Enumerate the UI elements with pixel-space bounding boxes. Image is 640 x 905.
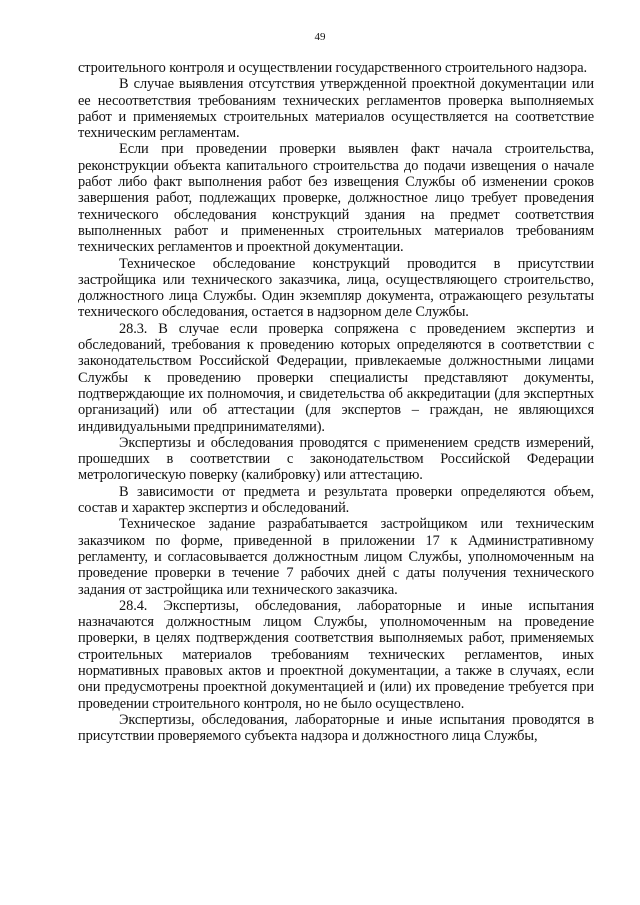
paragraph-10: Экспертизы, обследования, лабораторные и иные испытания проводятся в присутствии проверяемого субъекта надзора и должностного лица Службы, — [78, 711, 594, 745]
page-number: 49 — [314, 31, 326, 43]
paragraph-3: Если при проведении проверки выявлен факт начала строительства, реконструкции объекта капитального строительства до подачи извещения о начале работ либо факт выполнения работ без извещения Службы об изменении сроков завершения работ, подлежащих проверке, должностное лицо требует проведения технического обследования конструкций здания на предмет соответствия выполненных работ и примененных строительных материалов требованиям технических регламентов и проектной документации. — [78, 141, 594, 256]
paragraph-9: 28.4. Экспертизы, обследования, лабораторные и иные испытания назначаются должностным лицом Службы, уполномоченным на проведение проверки, в целях подтверждения соответствия выполняемых работ, применяемых строительных материалов требованиям технических регламентов, иных нормативных правовых актов и проектной документации, а также в случаях, если они предусмотрены проектной документацией и (или) их проведение требуется при проведении строительного контроля, но не было осуществлено. — [78, 597, 594, 712]
paragraph-8: Техническое задание разрабатывается застройщиком или техническим заказчиком по форме, приведенной в приложении 17 к Административному регламенту, и согласовывается должностным лицом Службы, уполномоченным на проведение проверки в течение 7 рабочих дней с даты получения технического задания от застройщика или технического заказчика. — [78, 516, 594, 598]
paragraph-4: Техническое обследование конструкций проводится в присутствии застройщика или технического заказчика, лица, осуществляющего строительство, должностного лица Службы. Один экземпляр документа, отражающего результаты технического обследования, остается в надзорном деле Службы. — [78, 255, 594, 321]
paragraph-6: Экспертизы и обследования проводятся с применением средств измерений, прошедших в соответствии с законодательством Российской Федерации метрологическую поверку (калибровку) или аттестацию. — [78, 434, 594, 484]
document-body — [78, 60, 594, 744]
paragraph-7: В зависимости от предмета и результата проверки определяются объем, состав и характер экспертиз и обследований. — [78, 483, 594, 517]
paragraph-5: 28.3. В случае если проверка сопряжена с проведением экспертиз и обследований, требования к проведению которых определяются в соответствии с законодательством Российской Федерации, привлекаемые должностными лицами Службы к проведению проверки специалисты представляют документы, подтверждающие их полномочия, и свидетельства об аккредитации (для экспертных организаций) или об аттестации (для экспертов – граждан, не являющихся индивидуальными предпринимателями). — [78, 320, 594, 435]
paragraph-1: строительного контроля и осуществлении государственного строительного надзора. — [78, 60, 587, 76]
paragraph-2: В случае выявления отсутствия утвержденной проектной документации или ее несоответствия требованиям технических регламентов проверка выполняемых работ и применяемых строительных материалов осуществляется на соответствие техническим регламентам. — [78, 76, 594, 142]
